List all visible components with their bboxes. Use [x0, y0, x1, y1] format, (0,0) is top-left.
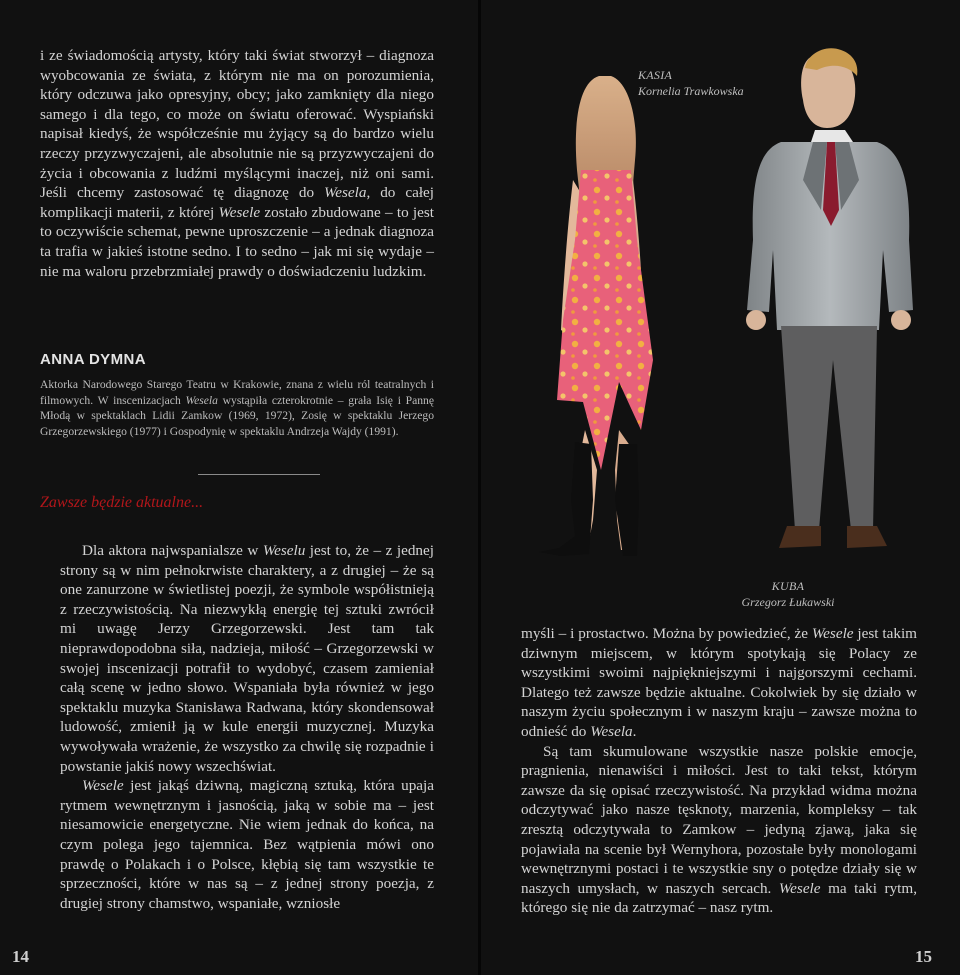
man-in-grey-suit-figure: [746, 48, 913, 548]
right-page: [481, 0, 960, 975]
intro-text: i ze świadomością artysty, który taki świat stworzył – diagnoza wyobcowania ze świata, z którym nie ma on porozumienia, który odczuwa jako opresyjny, obcy; jako zamknięty dla niego samego i dla tego, co może on światu oferować. Wyspiański napisał kiedyś, że współcześnie mu żyjący są do bardzo wielu rzeczy przyzwyczajeni, ale absolutnie nie są przyzwyczajeni do życia i obcowania z ludźmi myślącymi inaczej, niż oni sami. Jeśli chcemy zastosować tę diagnozę do Wesela, do całej komplikacji materii, z której Wesele zostało zbudowane – to jest to oczywiście schemat, pewne uproszczenie – a jednak diagnoza ta trafia w jakieś istotne sedno. I to sedno – jak mi się wydaje – nie ma waloru przebrzmiałej prawdy o doświadczeniu ludzkim.: [40, 47, 434, 280]
caption-kasia-actor: Kornelia Trawkowska: [638, 84, 744, 98]
bio-text: Aktorka Narodowego Starego Teatru w Krakowie, znana z wielu ról teatralnych i filmowych. W inscenizacjach Wesela wystąpiła czterokrotnie – grała Isię i Pannę Młodą w spektaklach Lidii Zamkow (1969, 1972), Zosię w spektaklu Jerzego Grzegorzewskiego (1977) i Gospodynię w spektaklu Andrzeja Wajdy (1991).: [40, 378, 434, 438]
right-paragraph-1: myśli – i prostactwo. Można by powiedzieć, że Wesele jest takim dziwnym miejscem, w którym spotykają się Polacy ze wszystkimi swoimi najpiękniejszymi i najgorszymi cechami. Dlatego też zawsze będzie aktualne. Cokolwiek by się działo w naszym życiu społecznym i w naszym kraju – zawsze można to odnieść do Wesela.: [521, 625, 917, 740]
caption-kasia: [638, 67, 744, 99]
right-main-text: [521, 624, 917, 918]
right-paragraph-2: Są tam skumulowane wszystkie nasze polskie emocje, pragnienia, nienawiści i miłości. Jest to taki tekst, którym zawsze da się opisać rzeczywistość. Na przykład widma można odczytywać jako nasze tęsknoty, marzenia, kompleksy – tak zresztą odczytywała to Zamkow – jedyną zjawą, jaka się pojawiała na scenie był Wernyhora, pozostałe były monologami wewnętrznymi postaci i te wszystkie sny o potędze działy się w naszych umysłach, w naszych sercach. Wesele ma taki rytm, którego się nie da zatrzymać – nasz rytm.: [521, 742, 917, 917]
intro-paragraph: [40, 46, 434, 281]
divider-rule: [198, 474, 320, 475]
left-page: [0, 0, 478, 975]
page-number-right: 15: [915, 947, 932, 966]
caption-kuba: [728, 578, 848, 610]
figures-svg: [481, 30, 960, 590]
left-paragraph-1: Dla aktora najwspanialsze w Weselu jest to, że – z jednej strony są w nim pełnokrwiste charaktery, a z drugiej – że są one zanurzone w świetlistej poezji, że symbole współistnieją z rzeczywistością. Na niezwykłą energię tej sztuki zwrócił mi uwagę Jerzy Grzegorzewski. Jest tam tak nieprawdopodobna siła, nadzieja, miłość – Grzegorzewski w swojej inscenizacji potrafił to wydobyć, czasem zamieniał całą scenę w jedno słowo. Wspaniała była również w jego spektaklu muzyka Stanisława Radwana, który skondensował ludowość, zmienił ją w kule energii muzycznej. Muzyka wywoływała wrażenie, że wszystko za chwilę się rozpadnie i powstanie jakiś nowy wszechświat.: [60, 542, 434, 775]
section-quote: Zawsze będzie aktualne...: [40, 494, 204, 511]
left-paragraph-2: Wesele jest jakąś dziwną, magiczną sztuką, która upaja rytmem wewnętrznym i jasnością, jaką w sobie ma – jest niesamowicie energetyczne. Nie wiem jednak do końca, na czym polega jego tajemnica. Bez wątpienia mówi ono prawdę o Polakach i o Polsce, kłębią się tam wszystkie te sprzeczności, które w nas są – z jednej strony poezja, z drugiej strony chamstwo, wspaniałe, wzniosłe: [60, 777, 434, 912]
costume-illustration: [481, 30, 960, 609]
caption-kuba-role: KUBA: [771, 579, 805, 593]
caption-kuba-actor: Grzegorz Łukawski: [741, 595, 835, 609]
page-number-left: 14: [12, 947, 29, 966]
left-main-text: [60, 541, 434, 913]
woman-in-pink-dress-figure: [539, 76, 653, 556]
caption-kasia-role: KASIA: [638, 68, 673, 82]
bio-heading: ANNA DYMNA: [40, 351, 146, 368]
